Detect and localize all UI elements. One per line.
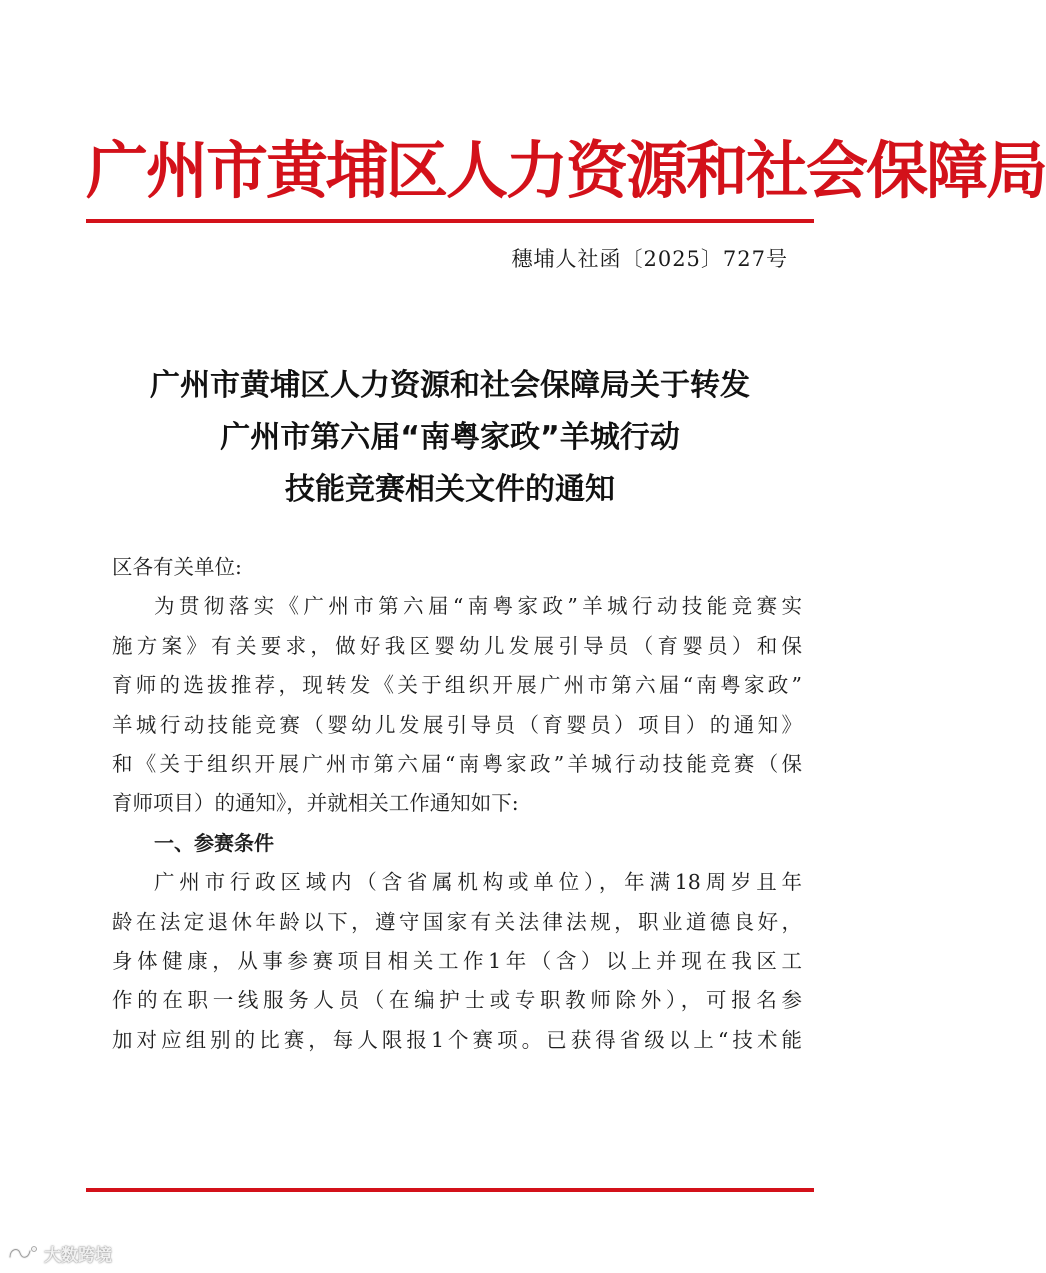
paragraph-line: 为贯彻落实《广州市第六届“南粤家政”羊城行动技能竞赛实 bbox=[154, 594, 802, 619]
watermark bbox=[8, 1240, 112, 1266]
section-heading: 一、参赛条件 bbox=[154, 830, 274, 855]
paragraph-line: 育师的选拔推荐，现转发《关于组织开展广州市第六届“南粤家政” bbox=[112, 673, 802, 698]
salutation: 区各有关单位: bbox=[112, 555, 242, 579]
paragraph-line: 加对应组别的比赛，每人限报1个赛项。已获得省级以上“技术能 bbox=[112, 1027, 802, 1052]
paragraph-line: 和《关于组织开展广州市第六届“南粤家政”羊城行动技能竞赛（保 bbox=[112, 751, 802, 776]
paragraph-line: 羊城行动技能竞赛（婴幼儿发展引导员（育婴员）项目）的通知》 bbox=[112, 712, 802, 737]
title-line: 技能竞赛相关文件的通知 bbox=[285, 472, 615, 507]
paragraph-line: 施方案》有关要求，做好我区婴幼儿发展引导员（育婴员）和保 bbox=[112, 633, 802, 658]
document-title bbox=[60, 360, 840, 516]
agency-header: 广州市黄埔区人力资源和社会保障局 bbox=[86, 134, 1046, 207]
header-red-rule bbox=[86, 219, 814, 223]
brand-logo-icon bbox=[8, 1243, 38, 1263]
title-line: 广州市黄埔区人力资源和社会保障局关于转发 bbox=[150, 368, 750, 403]
paragraph-line: 身体健康，从事参赛项目相关工作1年（含）以上并现在我区工 bbox=[112, 948, 802, 973]
title-line: 广州市第六届“南粤家政”羊城行动 bbox=[220, 420, 680, 455]
footer-red-rule bbox=[86, 1188, 814, 1192]
paragraph-line: 作的在职一线服务人员（在编护士或专职教师除外），可报名参 bbox=[112, 988, 802, 1013]
watermark-text: 大数跨境 bbox=[44, 1245, 112, 1266]
paragraph-line: 广州市行政区域内（含省属机构或单位），年满18周岁且年 bbox=[154, 870, 802, 895]
document-body bbox=[112, 548, 802, 1060]
paragraph-line: 龄在法定退休年龄以下，遵守国家有关法律法规，职业道德良好， bbox=[112, 909, 802, 934]
document-number: 穗埔人社函〔2025〕727号 bbox=[511, 247, 788, 271]
paragraph-line: 育师项目）的通知》，并就相关工作通知如下: bbox=[112, 791, 519, 816]
